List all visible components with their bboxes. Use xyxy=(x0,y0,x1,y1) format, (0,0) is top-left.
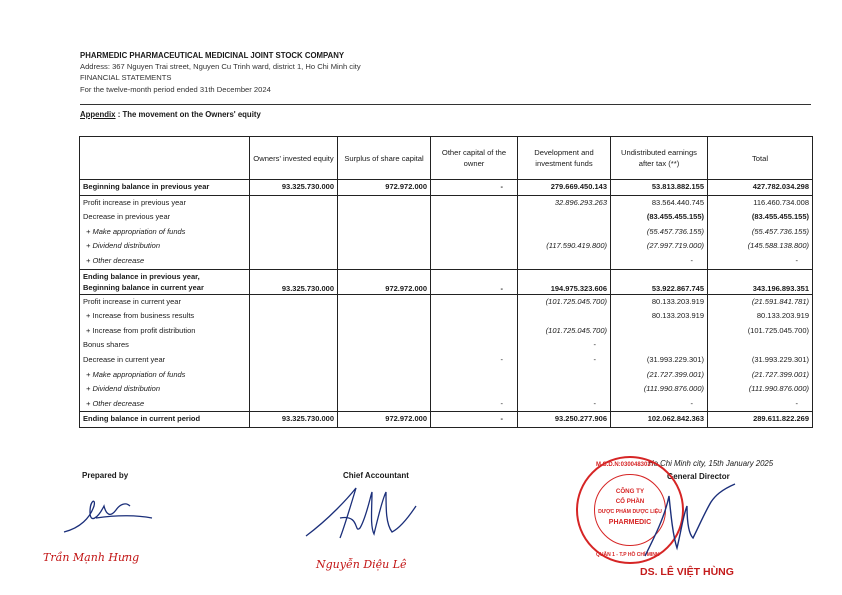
cell-value: (83.455.455.155) xyxy=(708,210,813,225)
column-header: Development and investment funds xyxy=(518,137,611,180)
cell-value xyxy=(338,309,431,324)
director-name: DS. LÊ VIỆT HÙNG xyxy=(640,566,734,578)
equity-movement-table xyxy=(79,136,813,428)
cell-value xyxy=(518,368,611,383)
table-row xyxy=(80,353,813,368)
row-label-line: Ending balance in previous year, xyxy=(83,271,200,281)
row-label: + Other decrease xyxy=(80,254,250,269)
table-row xyxy=(80,210,813,225)
cell-value xyxy=(431,368,518,383)
signing-date: Ho Chi Minh city, 15th January 2025 xyxy=(648,459,774,468)
cell-value xyxy=(338,225,431,240)
cell-value xyxy=(431,338,518,353)
cell-value: (21.591.841.781) xyxy=(708,294,813,309)
row-label-line: Beginning balance in current year xyxy=(83,282,204,292)
cell-value: 32.896.293.263 xyxy=(518,195,611,210)
general-director-label: General Director xyxy=(667,472,730,481)
cell-value: (55.457.736.155) xyxy=(708,225,813,240)
cell-value: 972.972.000 xyxy=(338,412,431,428)
cell-value: - xyxy=(431,269,518,294)
cell-value: (21.727.399.001) xyxy=(708,368,813,383)
cell-value: 972.972.000 xyxy=(338,269,431,294)
cell-value: (101.725.045.700) xyxy=(518,324,611,339)
cell-value xyxy=(250,382,338,397)
cell-value xyxy=(431,210,518,225)
appendix-heading: : The movement on the Owners' equity xyxy=(117,110,261,119)
cell-value xyxy=(431,309,518,324)
cell-value: 194.975.323.606 xyxy=(518,269,611,294)
row-label: Profit increase in current year xyxy=(80,294,250,309)
column-header: Undistributed earnings after tax (**) xyxy=(611,137,708,180)
header-divider xyxy=(80,104,811,105)
cell-value: - xyxy=(431,397,518,412)
cell-value xyxy=(250,225,338,240)
cell-value: (27.997.719.000) xyxy=(611,239,708,254)
cell-value: - xyxy=(431,412,518,428)
table-row xyxy=(80,338,813,353)
cell-value: (101.725.045.700) xyxy=(708,324,813,339)
cell-value: (31.993.229.301) xyxy=(611,353,708,368)
cell-value xyxy=(431,195,518,210)
cell-value xyxy=(708,338,813,353)
table-row xyxy=(80,269,813,294)
table-row xyxy=(80,225,813,240)
row-label: Decrease in previous year xyxy=(80,210,250,225)
cell-value: 93.325.730.000 xyxy=(250,412,338,428)
cell-value: (83.455.455.155) xyxy=(611,210,708,225)
table-row xyxy=(80,180,813,196)
table-row xyxy=(80,309,813,324)
cell-value: 83.564.440.745 xyxy=(611,195,708,210)
cell-value xyxy=(250,210,338,225)
company-name: PHARMEDIC PHARMACEUTICAL MEDICINAL JOINT STOCK COMPANY xyxy=(80,51,345,60)
cell-value: (21.727.399.001) xyxy=(611,368,708,383)
table-row xyxy=(80,368,813,383)
cell-value: - xyxy=(431,353,518,368)
column-header xyxy=(80,137,250,180)
row-label: Decrease in current year xyxy=(80,353,250,368)
cell-value: 93.325.730.000 xyxy=(250,269,338,294)
cell-value xyxy=(250,324,338,339)
row-label: Ending balance in current period xyxy=(80,412,250,428)
director-signature-icon xyxy=(625,476,745,566)
cell-value: - xyxy=(611,254,708,269)
table-body xyxy=(80,180,813,428)
cell-value: (55.457.736.155) xyxy=(611,225,708,240)
cell-value xyxy=(431,324,518,339)
row-label: Profit increase in previous year xyxy=(80,195,250,210)
cell-value xyxy=(250,254,338,269)
row-label xyxy=(80,269,250,294)
cell-value xyxy=(338,195,431,210)
cell-value xyxy=(431,254,518,269)
cell-value: - xyxy=(518,353,611,368)
cell-value: (31.993.229.301) xyxy=(708,353,813,368)
company-address: Address: 367 Nguyen Trai street, Nguyen Cu Trinh ward, district 1, Ho Chi Minh city xyxy=(80,62,361,72)
cell-value: (117.590.419.800) xyxy=(518,239,611,254)
cell-value xyxy=(518,210,611,225)
chief-accountant-label: Chief Accountant xyxy=(343,471,409,480)
column-header: Owners' invested equity xyxy=(250,137,338,180)
cell-value xyxy=(250,309,338,324)
seal-line: PHARMEDIC xyxy=(608,519,652,526)
document-header xyxy=(80,50,361,95)
table-row xyxy=(80,195,813,210)
row-label: + Dividend distribution xyxy=(80,382,250,397)
cell-value xyxy=(250,239,338,254)
cell-value: 93.325.730.000 xyxy=(250,180,338,196)
cell-value: 80.133.203.919 xyxy=(611,294,708,309)
cell-value xyxy=(611,338,708,353)
cell-value: - xyxy=(518,397,611,412)
cell-value: 80.133.203.919 xyxy=(708,309,813,324)
row-label: + Other decrease xyxy=(80,397,250,412)
cell-value: - xyxy=(708,254,813,269)
table-row xyxy=(80,239,813,254)
cell-value xyxy=(338,338,431,353)
table-row xyxy=(80,382,813,397)
cell-value xyxy=(250,397,338,412)
cell-value xyxy=(338,382,431,397)
cell-value: 343.196.893.351 xyxy=(708,269,813,294)
appendix-label: Appendix xyxy=(80,110,116,119)
cell-value xyxy=(338,368,431,383)
cell-value: 972.972.000 xyxy=(338,180,431,196)
cell-value: 53.922.867.745 xyxy=(611,269,708,294)
cell-value xyxy=(250,195,338,210)
cell-value: 53.813.882.155 xyxy=(611,180,708,196)
cell-value: 80.133.203.919 xyxy=(611,309,708,324)
prepared-by-label: Prepared by xyxy=(82,471,129,480)
cell-value xyxy=(338,397,431,412)
column-header: Surplus of share capital xyxy=(338,137,431,180)
cell-value: - xyxy=(518,338,611,353)
cell-value: 93.250.277.906 xyxy=(518,412,611,428)
cell-value xyxy=(250,353,338,368)
reporting-period: For the twelve-month period ended 31th December 2024 xyxy=(80,84,271,94)
cell-value: - xyxy=(708,397,813,412)
cell-value xyxy=(338,324,431,339)
cell-value: (101.725.045.700) xyxy=(518,294,611,309)
cell-value xyxy=(338,353,431,368)
cell-value xyxy=(338,294,431,309)
cell-value xyxy=(250,368,338,383)
cell-value xyxy=(338,239,431,254)
cell-value xyxy=(431,225,518,240)
cell-value xyxy=(338,210,431,225)
table-row xyxy=(80,254,813,269)
cell-value: (111.990.876.000) xyxy=(611,382,708,397)
cell-value xyxy=(250,338,338,353)
cell-value: - xyxy=(431,180,518,196)
row-label: + Increase from profit distribution xyxy=(80,324,250,339)
cell-value xyxy=(250,294,338,309)
preparer-signature-icon xyxy=(60,488,160,543)
cell-value xyxy=(518,225,611,240)
table-row xyxy=(80,412,813,428)
document-type: FINANCIAL STATEMENTS xyxy=(80,73,172,83)
seal-line: CÔNG TY xyxy=(615,488,645,495)
table-header-row xyxy=(80,137,813,180)
table-row xyxy=(80,294,813,309)
cell-value xyxy=(518,254,611,269)
seal-bottom-text: QUẬN 1 - T.P HỒ CHÍ MINH xyxy=(596,552,660,558)
row-label: + Make appropriation of funds xyxy=(80,368,250,383)
table-row xyxy=(80,324,813,339)
row-label: Bonus shares xyxy=(80,338,250,353)
cell-value: 102.062.842.363 xyxy=(611,412,708,428)
cell-value: 427.782.034.298 xyxy=(708,180,813,196)
cell-value: 289.611.822.269 xyxy=(708,412,813,428)
column-header: Total xyxy=(708,137,813,180)
cell-value: (145.588.138.800) xyxy=(708,239,813,254)
seal-registration-number: M.S.D.N:0300483037 xyxy=(596,462,655,468)
cell-value xyxy=(431,239,518,254)
accountant-signature-icon xyxy=(300,478,430,548)
seal-line: CỔ PHẦN xyxy=(615,498,645,505)
table-row xyxy=(80,397,813,412)
cell-value xyxy=(431,382,518,397)
cell-value xyxy=(338,254,431,269)
preparer-name: Trần Mạnh Hưng xyxy=(43,551,140,564)
cell-value: (111.990.876.000) xyxy=(708,382,813,397)
cell-value xyxy=(518,309,611,324)
cell-value: 279.669.450.143 xyxy=(518,180,611,196)
row-label: + Increase from business results xyxy=(80,309,250,324)
seal-line: DƯỢC PHẨM DƯỢC LIỆU xyxy=(598,509,662,515)
cell-value xyxy=(611,324,708,339)
cell-value: 116.460.734.008 xyxy=(708,195,813,210)
cell-value xyxy=(431,294,518,309)
accountant-name: Nguyễn Diệu Lê xyxy=(316,558,407,571)
row-label: Beginning balance in previous year xyxy=(80,180,250,196)
cell-value: - xyxy=(611,397,708,412)
cell-value xyxy=(518,382,611,397)
row-label: + Make appropriation of funds xyxy=(80,225,250,240)
row-label: + Dividend distribution xyxy=(80,239,250,254)
appendix-title xyxy=(80,110,261,119)
column-header: Other capital of the owner xyxy=(431,137,518,180)
